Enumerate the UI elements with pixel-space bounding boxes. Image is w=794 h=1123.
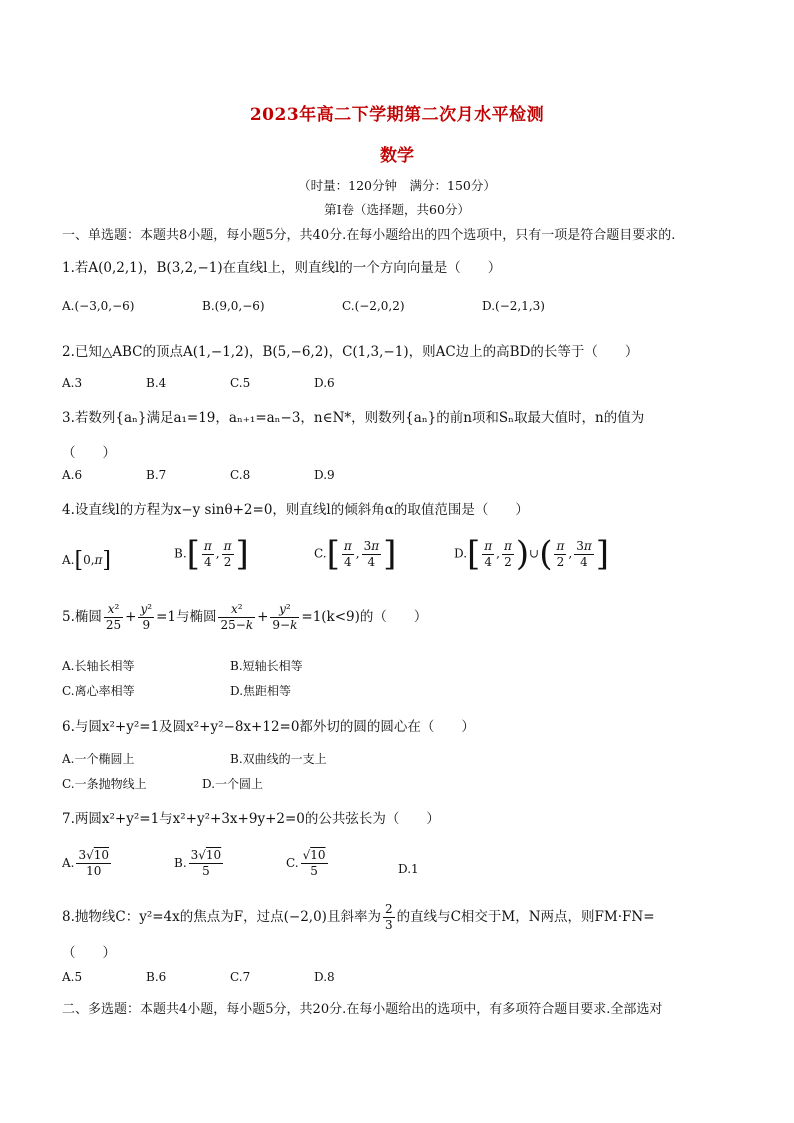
q2-option-c[interactable]: C.5 xyxy=(230,376,251,390)
q2-option-b[interactable]: B.4 xyxy=(146,376,167,390)
q1-option-c[interactable]: C.(−2,0,2) xyxy=(342,299,405,313)
question-4-stem: 4.设直线l的方程为x−y sinθ+2=0，则直线l的倾斜角α的取值范围是（ ） xyxy=(62,502,529,518)
q4-option-c[interactable]: C.[ $\frac{\pi}{4}$ , $\frac{3\pi}{4}$ ] xyxy=(314,534,397,574)
q8-option-b[interactable]: B.6 xyxy=(146,970,167,984)
q6-option-d[interactable]: D.一个圆上 xyxy=(202,777,264,791)
question-8-stem-cont: （ ） xyxy=(62,945,116,961)
question-5-stem: 5.椭圆 $\frac{\text{x²}}{25}$ + $\frac{\text{y²}}{9}$ =1与椭圆 $\frac{\text{x²}}{25-k}$ + $\frac{\text{y²}}{9-k}$ =1(k<9)的（ ） xyxy=(62,602,428,632)
q1-option-a[interactable]: A.(−3,0,−6) xyxy=(62,299,135,313)
q7-option-b[interactable]: B. $\frac{3√10}{5}$ xyxy=(174,848,222,878)
exam-title: 2023年高二下学期第二次月水平检测 xyxy=(249,105,545,125)
q1-option-d[interactable]: D.(−2,1,3) xyxy=(482,299,545,313)
q5-option-b[interactable]: B.短轴长相等 xyxy=(230,659,303,673)
q5-option-c[interactable]: C.离心率相等 xyxy=(62,684,135,698)
question-7-stem: 7.两圆x²+y²=1与x²+y²+3x+9y+2=0的公共弦长为（ ） xyxy=(62,811,440,827)
q8-option-c[interactable]: C.7 xyxy=(230,970,251,984)
section-2-heading: 二、多选题：本题共4小题，每小题5分，共20分.在每小题给出的选项中，有多项符合题目要求.全部选对 xyxy=(62,1002,663,1017)
q5-option-d[interactable]: D.焦距相等 xyxy=(230,684,292,698)
exam-meta: （时量：120分钟 满分：150分） xyxy=(298,178,496,193)
q5-option-a[interactable]: A.长轴长相等 xyxy=(62,659,135,673)
question-3-stem-cont: （ ） xyxy=(62,445,116,461)
question-8-stem: 8.抛物线C：y²=4x的焦点为F，过点(−2,0)且斜率为 $\frac{2}{3}$ 的直线与C相交于M，N两点，则FM·FN= xyxy=(62,902,655,932)
exam-subject: 数学 xyxy=(380,146,414,166)
section-1-heading: 一、单选题：本题共8小题，每小题5分，共40分.在每小题给出的四个选项中，只有一项是符合题目要求的. xyxy=(62,228,676,243)
q4-option-b[interactable]: B.[ $\frac{\pi}{4}$ , $\frac{\pi}{2}$ ] xyxy=(174,534,249,574)
q6-option-a[interactable]: A.一个椭圆上 xyxy=(62,752,135,766)
q6-option-b[interactable]: B.双曲线的一支上 xyxy=(230,752,327,766)
q3-option-b[interactable]: B.7 xyxy=(146,468,167,482)
q2-option-a[interactable]: A.3 xyxy=(62,376,83,390)
question-3-stem: 3.若数列{aₙ}满足a₁=19，aₙ₊₁=aₙ−3，n∈N*，则数列{aₙ}的前n项和Sₙ取最大值时，n的值为 xyxy=(62,410,645,426)
q3-option-a[interactable]: A.6 xyxy=(62,468,83,482)
q2-option-d[interactable]: D.6 xyxy=(314,376,335,390)
q4-option-a[interactable]: A.[0,π] xyxy=(62,548,112,573)
q8-option-a[interactable]: A.5 xyxy=(62,970,83,984)
question-6-stem: 6.与圆x²+y²=1及圆x²+y²−8x+12=0都外切的圆的圆心在（ ） xyxy=(62,719,475,735)
q4-option-d[interactable]: D.[ $\frac{\pi}{4}$ , $\frac{\pi}{2}$ )∪( $\frac{\pi}{2}$ , $\frac{3\pi}{4}$ ] xyxy=(454,534,609,574)
volume-heading: 第Ⅰ卷（选择题，共60分） xyxy=(324,202,470,217)
q6-option-c[interactable]: C.一条抛物线上 xyxy=(62,777,147,791)
q7-option-c[interactable]: C. $\frac{√10}{5}$ xyxy=(286,848,326,878)
q7-option-a[interactable]: A. $\frac{3√10}{10}$ xyxy=(62,848,110,878)
q1-option-b[interactable]: B.(9,0,−6) xyxy=(202,299,265,313)
q7-option-d[interactable]: D.1 xyxy=(398,862,419,876)
q3-option-d[interactable]: D.9 xyxy=(314,468,335,482)
question-1-stem: 1.若A(0,2,1)，B(3,2,−1)在直线l上，则直线l的一个方向向量是（ ） xyxy=(62,260,502,276)
q3-option-c[interactable]: C.8 xyxy=(230,468,251,482)
question-2-stem: 2.已知△ABC的顶点A(1,−1,2)，B(5,−6,2)，C(1,3,−1)，则AC边上的高BD的长等于（ ） xyxy=(62,344,639,360)
q8-option-d[interactable]: D.8 xyxy=(314,970,335,984)
